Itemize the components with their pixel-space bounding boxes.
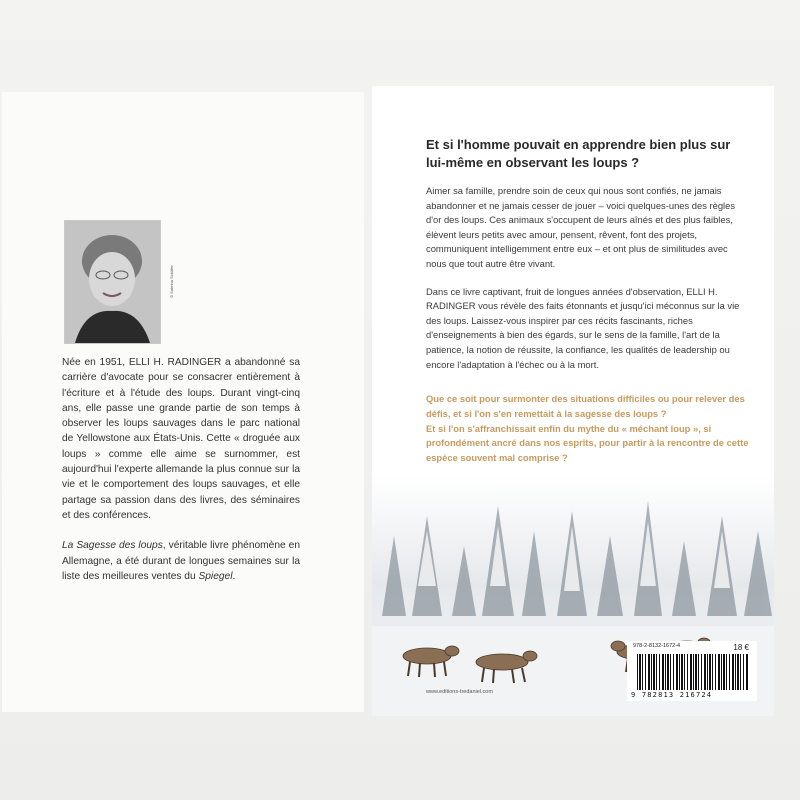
barcode-label xyxy=(627,641,757,701)
period: . xyxy=(232,570,236,582)
bio-paragraph: Née en 1951, ELLI H. RADINGER a abandonné sa carrière d'avocate pour se consacrer entièrement à l'écriture et à l'étude des loups. Durant vingt-cinq ans, elle passe une grande partie de son temps à observer les loups sauvages dans le parc national de Yellowstone aux États-Unis. Cette « droguée aux loups » comme elle aime se surnommer, est aujourd'hui l'experte allemande la plus connue sur la vie et le comportement des loups sauvages, et elle partage sa passion dans des livres, des séminaires et des conférences. xyxy=(62,357,300,521)
body-paragraph-1: Aimer sa famille, prendre soin de ceux qui nous sont confiés, ne jamais abandonner et ne jamais cesser de jouer – voici quelques-unes des règles d'or des loups. Ces animaux s'occupent de leurs aînés et des plus faibles, élèvent leurs petits avec amour, pensent, rêvent, font des projets, communiquent intelligemment entre eux – et ont plus de similitudes avec nous que tout autre être vivant. xyxy=(426,185,736,269)
magazine-name: Spiegel xyxy=(198,570,233,582)
barcode-bars xyxy=(637,654,749,690)
body-paragraph-2: Dans ce livre captivant, fruit de longues années d'observation, ELLI H. RADINGER vous révèle des faits étonnants et jusqu'ici méconnus sur la vie des loups. Laissez-vous inspirer par ces récits fascinants, riches d'enseignements à bien des égards, sur le sens de la famille, l'art de la patience, la notion de réussite, la confiance, les qualités de leadership ou encore l'adaptation à l'échec ou à la mort. xyxy=(426,285,740,370)
bestseller-paragraph xyxy=(62,538,300,584)
highlight-question-1: Que ce soit pour surmonter des situations difficiles ou pour relever des défis, et si l'on s'en remettait à la sagesse des loups ? xyxy=(426,393,745,419)
publisher-website: www.editions-tredaniel.com xyxy=(426,689,493,695)
front-flap xyxy=(2,92,364,712)
isbn-text: 978-2-8132-1672-4 xyxy=(633,643,681,649)
author-portrait-image xyxy=(65,221,160,343)
price-text: 18 € xyxy=(733,643,749,652)
book-title: La Sagesse des loups xyxy=(62,540,163,552)
cover-headline: Et si l'homme pouvait en apprendre bien plus sur lui-même en observant les loups ? xyxy=(426,137,731,170)
bestseller-text: , véritable livre phénomène en Allemagne, a été durant de longues semaines sur la liste des meilleures ventes du xyxy=(62,540,301,582)
barcode-digits: 9 782813 216724 xyxy=(631,691,713,699)
cover-body xyxy=(426,184,748,372)
back-cover xyxy=(372,86,774,716)
author-photo xyxy=(64,220,175,344)
photo-credit: © Sabrina Schäfer xyxy=(169,265,175,298)
author-bio xyxy=(62,355,300,584)
highlight-question-2: Et si l'on s'affranchissait enfin du mythe du « méchant loup », si profondément ancré dans nos esprits, pour partir à la rencontre de cette espèce souvent mal comprise ? xyxy=(426,422,749,464)
highlight-questions xyxy=(426,392,756,466)
